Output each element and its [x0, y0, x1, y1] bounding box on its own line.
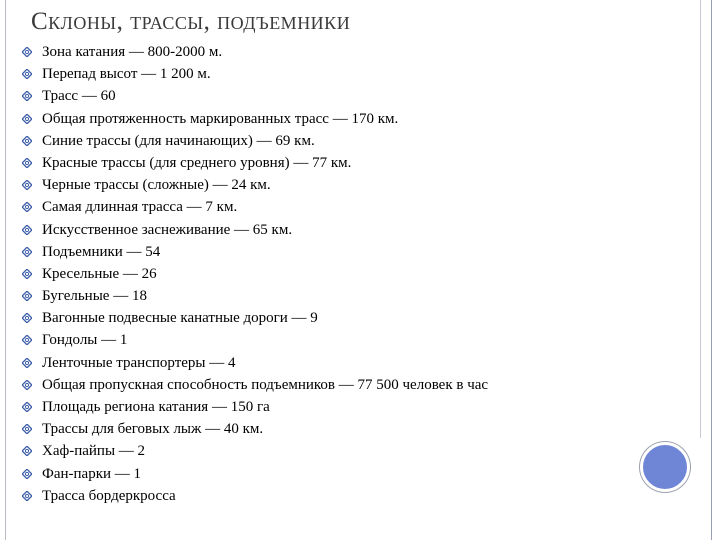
list-item [20, 485, 488, 507]
list-item [20, 285, 488, 307]
diamond-ring-bullet-icon [22, 291, 32, 301]
list-item-text: Подъемники — 54 [42, 243, 161, 260]
list-item [20, 440, 488, 462]
list-item-text: Гондолы — 1 [42, 332, 128, 349]
diamond-ring-bullet-icon [22, 47, 32, 57]
list-item [20, 352, 488, 374]
list-item [20, 130, 488, 152]
list-item-text: Ленточные транспортеры — 4 [42, 354, 236, 371]
list-item [20, 374, 488, 396]
list-item-text: Искусственное заснеживание — 65 км. [42, 221, 293, 238]
list-item-text: Трасс — 60 [42, 88, 116, 105]
diamond-ring-bullet-icon [22, 180, 32, 190]
list-item-text: Кресельные — 26 [42, 265, 157, 282]
bullet-list [20, 41, 488, 507]
right-border-line-outer [711, 0, 712, 540]
left-border-line [5, 0, 6, 540]
list-item-text: Самая длинная трасса — 7 км. [42, 199, 238, 216]
list-item-text: Фан-парки — 1 [42, 465, 142, 482]
diamond-ring-bullet-icon [22, 491, 32, 501]
list-item [20, 152, 488, 174]
diamond-ring-bullet-icon [22, 114, 32, 124]
diamond-ring-bullet-icon [22, 247, 32, 257]
list-item-text: Трассы для беговых лыж — 40 км. [42, 421, 264, 438]
diamond-ring-bullet-icon [22, 225, 32, 235]
list-item [20, 396, 488, 418]
list-item-text: Площадь региона катания — 150 га [42, 399, 270, 415]
list-item-text: Синие трассы (для начинающих) — 69 км. [42, 132, 315, 149]
list-item-text: Хаф-пайпы — 2 [42, 443, 146, 460]
decorative-circle [640, 442, 690, 492]
list-item [20, 307, 488, 329]
diamond-ring-bullet-icon [22, 402, 32, 412]
diamond-ring-bullet-icon [22, 136, 32, 146]
diamond-ring-bullet-icon [22, 269, 32, 279]
slide-title: Склоны, трассы, подъемники [31, 8, 351, 35]
diamond-ring-bullet-icon [22, 335, 32, 345]
list-item [20, 85, 488, 107]
list-item-text: Вагонные подвесные канатные дороги — 9 [42, 310, 318, 327]
list-item [20, 418, 488, 440]
list-item-text: Черные трассы (сложные) — 24 км. [42, 177, 271, 194]
list-item [20, 63, 488, 85]
diamond-ring-bullet-icon [22, 380, 32, 390]
list-item-text: Бугельные — 18 [42, 288, 147, 305]
list-item-text: Общая протяженность маркированных трасс — 170 км. [42, 110, 399, 127]
list-item [20, 196, 488, 218]
list-item [20, 329, 488, 351]
list-item-text: Общая пропускная способность подъемников — 77 500 человек в час [42, 376, 489, 393]
diamond-ring-bullet-icon [22, 91, 32, 101]
list-item [20, 219, 488, 241]
list-item [20, 263, 488, 285]
diamond-ring-bullet-icon [22, 446, 32, 456]
diamond-ring-bullet-icon [22, 469, 32, 479]
list-item-text: Трасса бордеркросса [42, 487, 176, 504]
list-item-text: Перепад высот — 1 200 м. [42, 66, 211, 83]
list-item [20, 463, 488, 485]
list-item [20, 241, 488, 263]
diamond-ring-bullet-icon [22, 313, 32, 323]
list-item-text: Зона катания — 800-2000 м. [42, 44, 223, 60]
right-border-line-inner [700, 0, 701, 438]
diamond-ring-bullet-icon [22, 358, 32, 368]
diamond-ring-bullet-icon [22, 69, 32, 79]
list-item-text: Красные трассы (для среднего уровня) — 77 км. [42, 154, 352, 171]
diamond-ring-bullet-icon [22, 158, 32, 168]
diamond-ring-bullet-icon [22, 202, 32, 212]
list-item [20, 41, 488, 63]
list-item [20, 108, 488, 130]
list-item [20, 174, 488, 196]
diamond-ring-bullet-icon [22, 424, 32, 434]
